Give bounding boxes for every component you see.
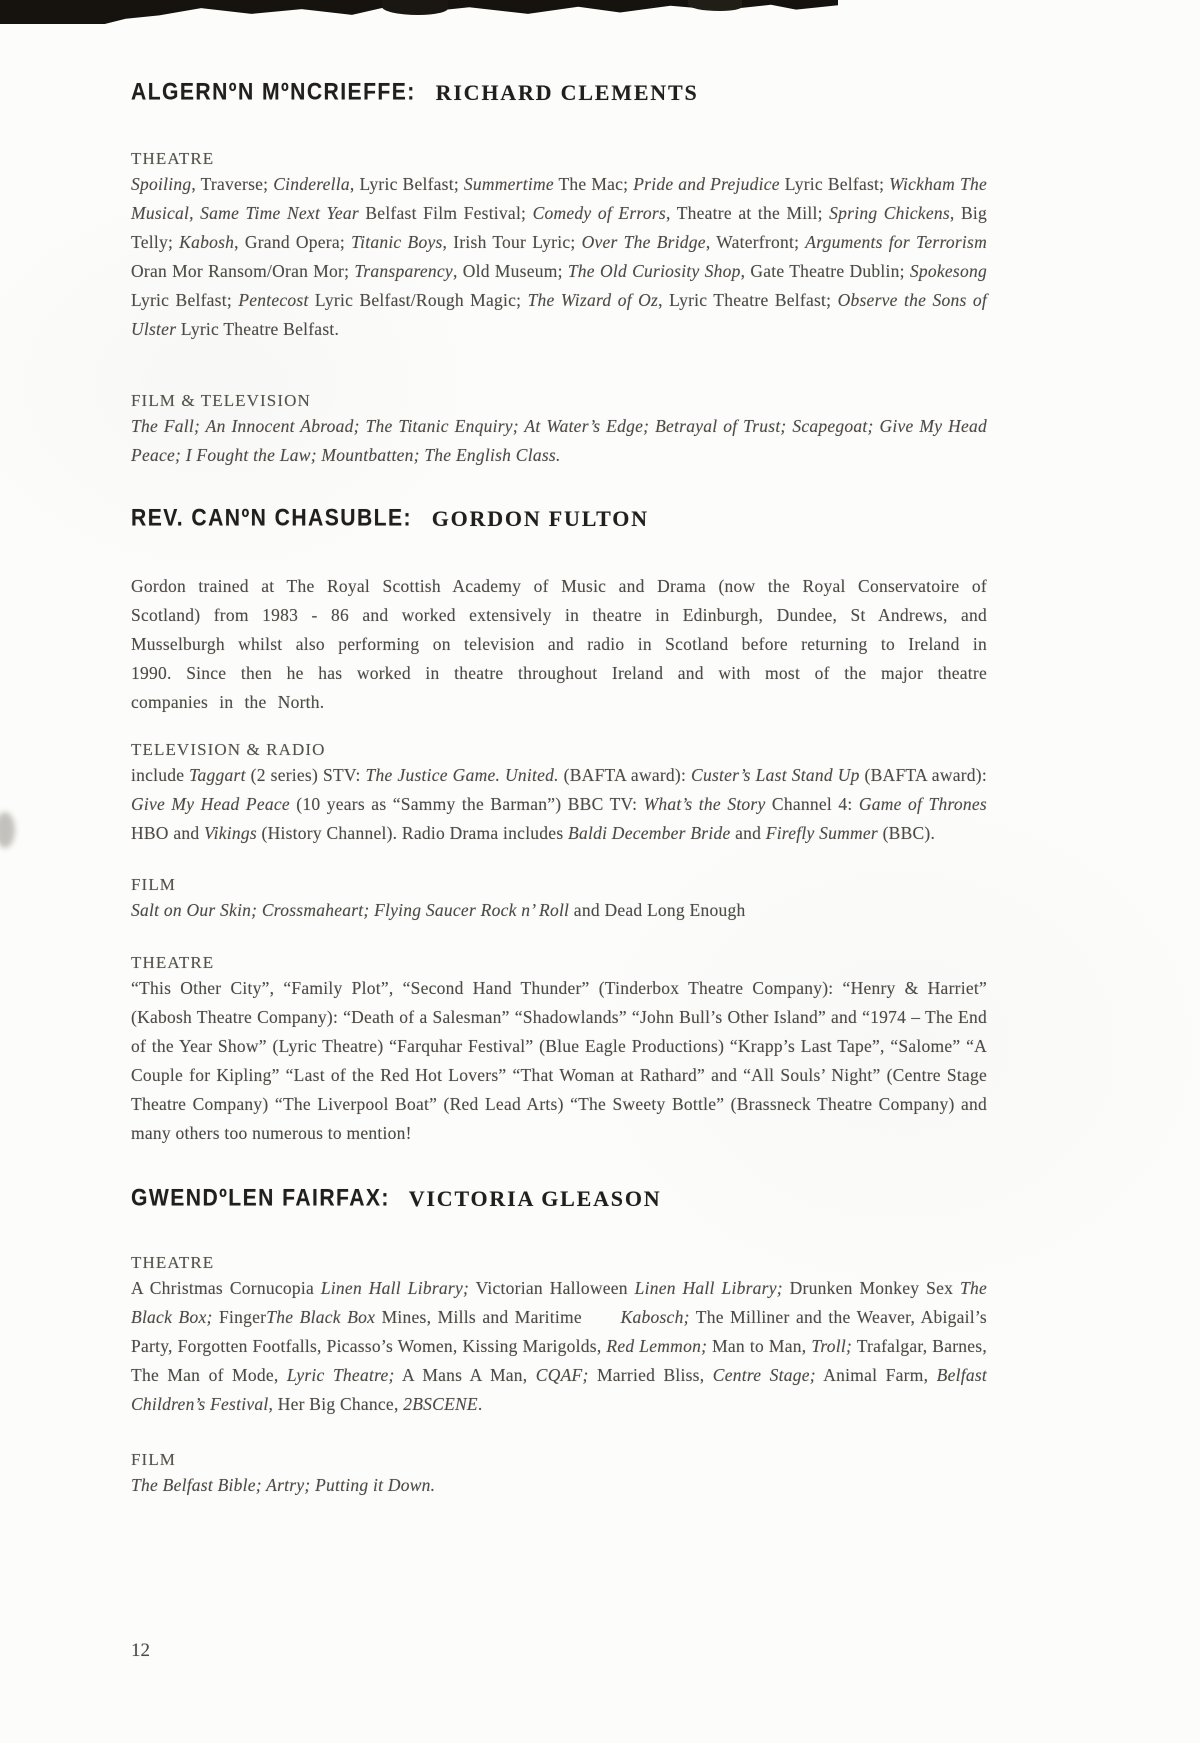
credits-plain-text: , Waterfront; [705, 232, 806, 252]
credits-plain-text: “This Other City”, “Family Plot”, “Second Hand Thunder” (Tinderbox Theatre Company): “Henry & Harriet” (Kabosh Theatre Company): “Death of a Salesman” “Shadowlands” “John Bull’s Other Island” and “1974 – The End of the Year Show” (Lyric Theatre) “Farquhar Festival” (Blue Eagle Productions) “Krapp’s Last Tape”, “Salome” “A Couple for Kipling” “Last of the Red Hot Lovers” “That Woman at Rathard” and “All Souls’ Night” (Centre Stage Theatre Company) “The Liverpool Boat” (Red Lead Arts) “The Sweety Bottle” (Brassneck Theatre Company) and many others too numerous to mention! [131, 978, 987, 1143]
credits-plain-text: . [477, 1394, 483, 1414]
credits-section [131, 874, 987, 925]
cast-heading [131, 504, 987, 534]
section-heading: FILM [131, 875, 177, 894]
credits-plain-text: , Big Telly; [131, 203, 987, 252]
section-heading: FILM [131, 1450, 177, 1469]
actor-name: RICHARD CLEMENTS [435, 80, 699, 105]
cast-heading [131, 78, 987, 108]
page-content [131, 0, 987, 1500]
credits-plain-text: Finger [212, 1307, 267, 1327]
production-title: Observe the Sons of Ulster [131, 290, 987, 339]
credits-paragraph [131, 1471, 987, 1500]
credits-plain-text: Channel 4: [765, 794, 859, 814]
bio-section [131, 572, 987, 717]
credits-plain-text: Belfast Film Festival; [358, 203, 533, 223]
production-title: Belfast Children’s Festival, [131, 1365, 987, 1414]
production-title: Transparency [354, 261, 453, 281]
production-title: Titanic Boys [351, 232, 443, 252]
credits-paragraph [131, 896, 987, 925]
character-name: REV. CANºN CHASUBLE: [131, 503, 412, 531]
production-title: Pride and Prejudice [633, 174, 780, 194]
credits-plain-text: Animal Farm, [815, 1365, 937, 1385]
credits-paragraph [131, 974, 987, 1148]
credits-plain-text: A Christmas Cornucopia [131, 1278, 321, 1298]
production-title: The Fall; An Innocent Abroad; The Titanic Enquiry; At Water’s Edge; Betrayal of Trust; Scapegoat; Give My Head Peace; I Fought the Law; Mountbatten; The English Class. [131, 416, 987, 465]
credits-plain-text: Her Big Chance, [273, 1394, 404, 1414]
production-title: The Black Box; [131, 1278, 987, 1327]
credits-plain-text: Married Bliss, [588, 1365, 713, 1385]
production-title: The Justice Game. United. [365, 765, 559, 785]
credits-section [131, 1252, 987, 1419]
production-title: The Belfast Bible; Artry; Putting it Down. [131, 1475, 436, 1495]
credits-plain-text: , Lyric Theatre Belfast; [658, 290, 838, 310]
credits-plain-text: (BAFTA award): [859, 765, 987, 785]
production-title: Give My Head Peace [131, 794, 290, 814]
production-title: Arguments for Terrorism [805, 232, 987, 252]
scan-artifact-left-smudge [0, 812, 15, 848]
credits-paragraph [131, 1274, 987, 1419]
credits-plain-text: Lyric Belfast/Rough Magic; [308, 290, 528, 310]
credits-plain-text: Victorian Halloween [469, 1278, 635, 1298]
production-title: CQAF; [535, 1365, 589, 1385]
credits-paragraph [131, 170, 987, 344]
production-title: Pentecost [238, 290, 309, 310]
production-title: Custer’s Last Stand Up [691, 765, 860, 785]
production-title: Cinderella [273, 174, 350, 194]
section-heading: THEATRE [131, 149, 215, 168]
credits-plain-text: , Lyric Belfast; [349, 174, 464, 194]
credits-section [131, 1449, 987, 1500]
credits-plain-text: , Grand Opera; [234, 232, 352, 252]
credits-plain-text: , Traverse; [191, 174, 274, 194]
credits-plain-text: Lyric Belfast; [779, 174, 890, 194]
credits-section [131, 148, 987, 344]
credits-plain-text: Mines, Mills and Maritime [375, 1307, 621, 1327]
credits-plain-text: The Milliner and the Weaver, Abigail’s Party, Forgotten Footfalls, Picasso’s Women, Kissing Marigolds, [131, 1307, 987, 1356]
production-title: Linen Hall Library; [634, 1278, 783, 1298]
production-title: Game of Thrones [858, 794, 987, 814]
actor-name: GORDON FULTON [431, 506, 649, 531]
production-title: What’s the Story [643, 794, 766, 814]
credits-plain-text: HBO and [131, 823, 204, 843]
production-title: Comedy of Errors [532, 203, 666, 223]
production-title: Summertime [463, 174, 554, 194]
production-title: Wickham The Musical, Same Time Next Year [131, 174, 987, 223]
production-title: Spring Chickens [829, 203, 950, 223]
production-title: 2BSCENE [403, 1394, 478, 1414]
production-title: Kabosch; [620, 1307, 690, 1327]
production-title: The Old Curiosity Shop [567, 261, 741, 281]
credits-plain-text: and [730, 823, 766, 843]
production-title: Centre Stage; [712, 1365, 816, 1385]
production-title: The Wizard of Oz [527, 290, 659, 310]
credits-plain-text: Lyric Theatre Belfast. [176, 319, 340, 339]
section-heading: THEATRE [131, 1253, 215, 1272]
credits-plain-text: (2 series) STV: [245, 765, 366, 785]
credits-section [131, 390, 987, 470]
production-title: Troll; [811, 1336, 853, 1356]
production-title: Red Lemmon; [606, 1336, 708, 1356]
credits-plain-text: A Mans A Man, [394, 1365, 536, 1385]
section-heading: TELEVISION & RADIO [131, 740, 326, 759]
credits-paragraph [131, 761, 987, 848]
credits-plain-text: Oran Mor Ransom/Oran Mor; [131, 261, 355, 281]
credits-plain-text: and Dead Long Enough [569, 900, 746, 920]
credits-plain-text: , Theatre at the Mill; [665, 203, 830, 223]
credits-section [131, 739, 987, 848]
credits-plain-text: Lyric Belfast; [131, 290, 239, 310]
credits-plain-text: (10 years as “Sammy the Barman”) BBC TV: [289, 794, 644, 814]
production-title: Linen Hall Library; [320, 1278, 470, 1298]
production-title: Lyric Theatre; [286, 1365, 395, 1385]
production-title: Salt on Our Skin; Crossmaheart; Flying Saucer Rock n’ Roll [131, 900, 570, 920]
production-title: Baldi December Bride [568, 823, 731, 843]
credits-plain-text: Trafalgar, Barnes, The Man of Mode, [131, 1336, 987, 1385]
production-title: Spokesong [909, 261, 987, 281]
credits-section [131, 952, 987, 1148]
page-number: 12 [131, 1640, 150, 1661]
credits-plain-text: include [131, 765, 190, 785]
cast-heading [131, 1184, 987, 1214]
section-heading: THEATRE [131, 953, 215, 972]
production-title: Firefly Summer [765, 823, 878, 843]
production-title: Vikings [203, 823, 257, 843]
credits-plain-text: Man to Man, [707, 1336, 812, 1356]
credits-plain-text: , Gate Theatre Dublin; [740, 261, 910, 281]
credits-plain-text: , Old Museum; [452, 261, 568, 281]
credits-plain-text: (BBC). [877, 823, 936, 843]
production-title: Spoiling [131, 174, 192, 194]
production-title: Over The Bridge [581, 232, 706, 252]
section-heading: FILM & TELEVISION [131, 391, 311, 410]
credits-plain-text: Gordon trained at The Royal Scottish Academy of Music and Drama (now the Royal Conservatoire of Scotland) from 1983 - 86 and worked extensively in theatre in Edinburgh, Dundee, St Andrews, and Musselburgh whilst also performing on television and radio in Scotland before returning to Ireland in 1990. Since then he has worked in theatre throughout Ireland and with most of the major theatre companies in the North. [131, 576, 987, 712]
credits-plain-text: Drunken Monkey Sex [782, 1278, 960, 1298]
credits-paragraph [131, 412, 987, 470]
production-title: The Black Box [266, 1307, 376, 1327]
credits-plain-text: The Mac; [553, 174, 634, 194]
character-name: GWENDºLEN FAIRFAX: [131, 1183, 390, 1211]
credits-plain-text: , Irish Tour Lyric; [442, 232, 582, 252]
character-name: ALGERNºN MºNCRIEFFE: [131, 77, 416, 105]
credits-plain-text: (History Channel). Radio Drama includes [256, 823, 569, 843]
credits-plain-text: (BAFTA award): [558, 765, 692, 785]
actor-name: VICTORIA GLEASON [408, 1186, 662, 1211]
production-title: Kabosh [179, 232, 235, 252]
production-title: Taggart [189, 765, 246, 785]
bio-paragraph [131, 572, 987, 717]
